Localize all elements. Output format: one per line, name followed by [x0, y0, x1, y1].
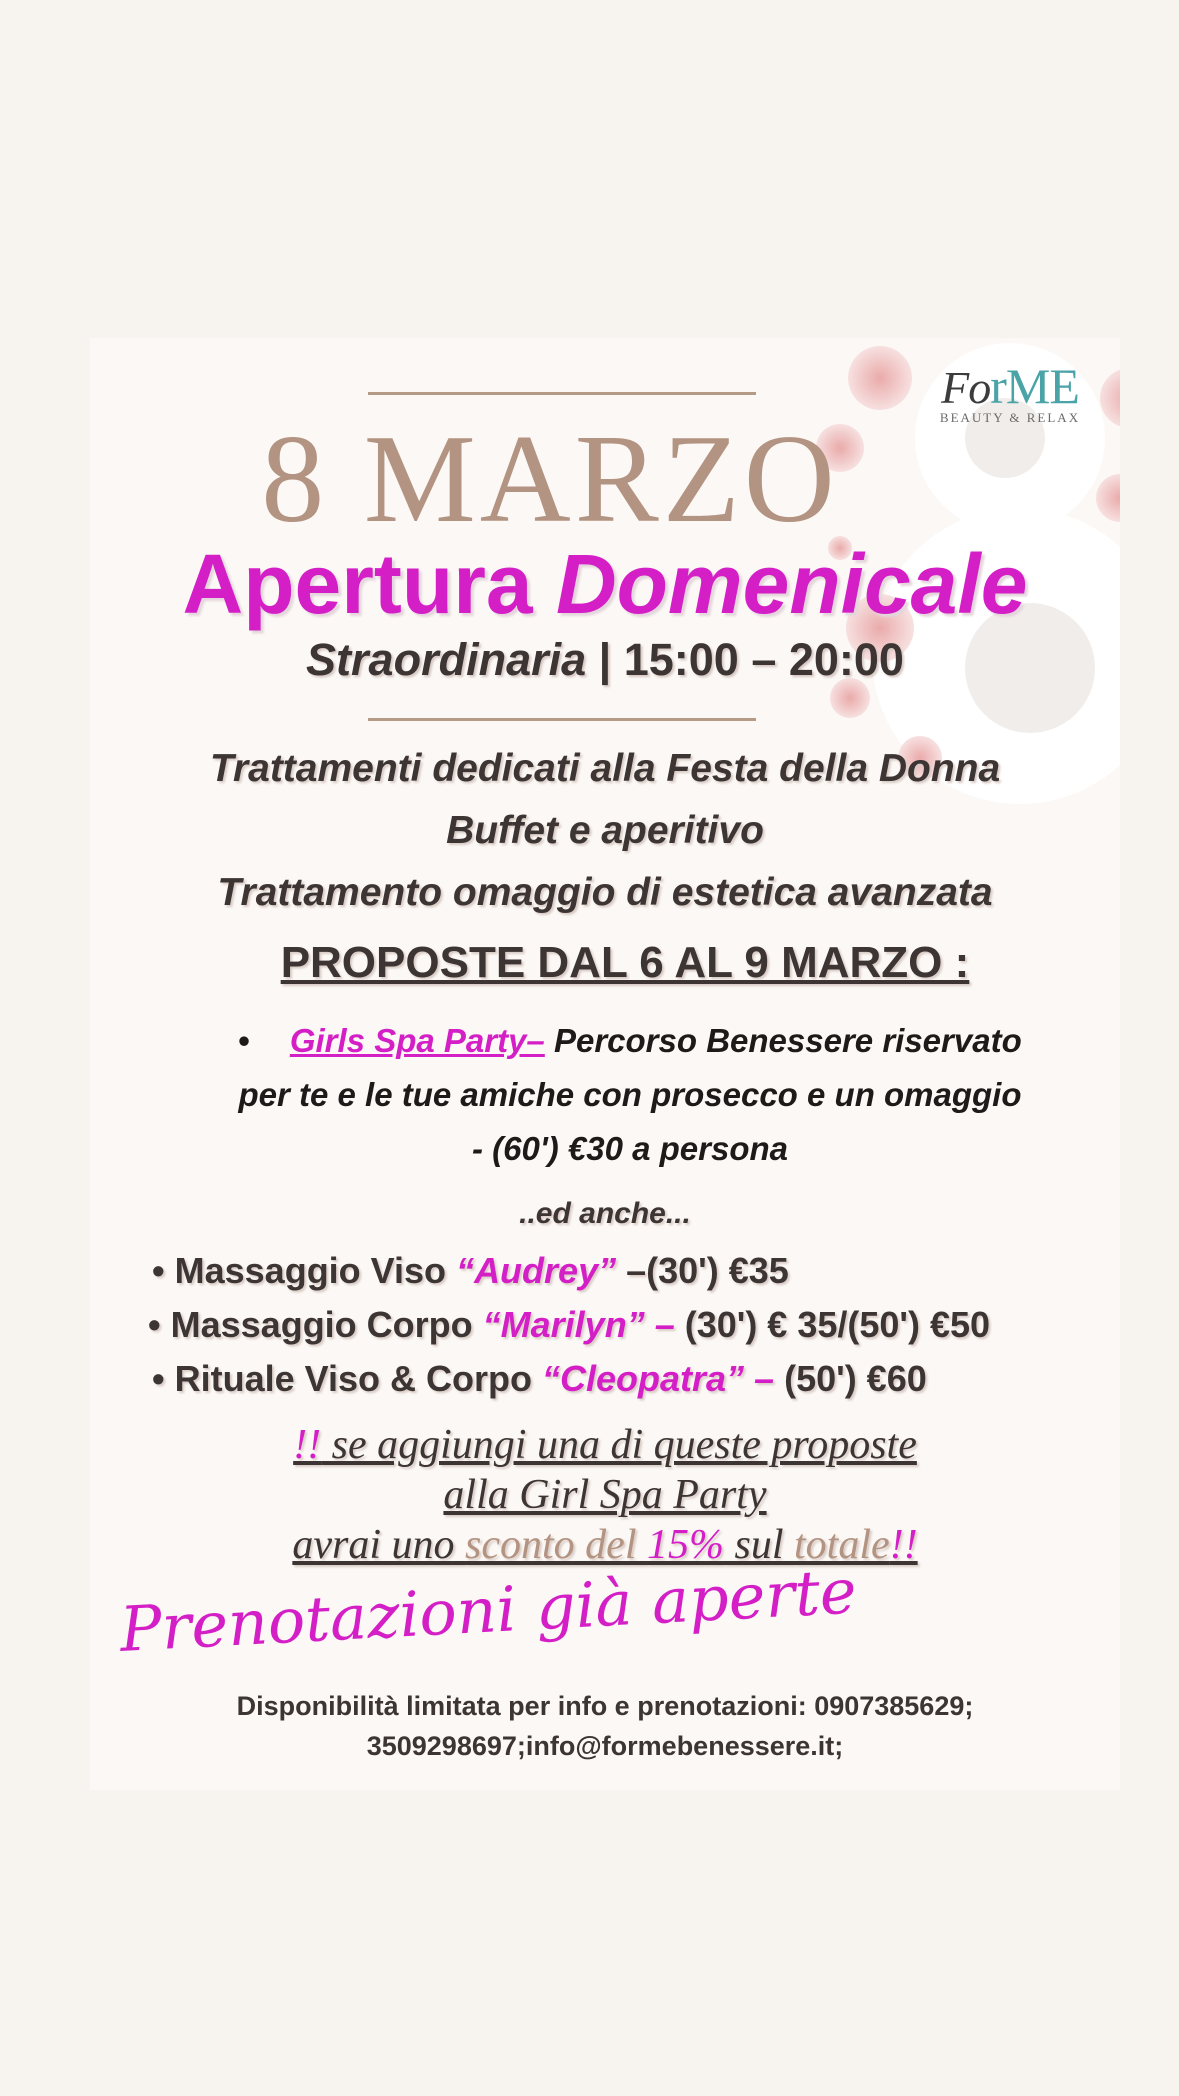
offer-line-1 [90, 1420, 1120, 1470]
highlights-list [90, 738, 1120, 924]
spa-party-price: - (60') €30 a persona [472, 1130, 788, 1167]
offer-percentage: 15% [646, 1522, 724, 1568]
straordinaria-word: Straordinaria [306, 634, 587, 685]
contact-line: 3509298697;info@formebenessere.it; [366, 1731, 844, 1761]
offer-total-label: totale [794, 1522, 890, 1568]
spa-party-line: per te e le tue amiche con prosecco e un omaggio [238, 1076, 1022, 1113]
bullet: • [152, 1250, 165, 1291]
contact-line: Disponibilità limitata per info e prenotazioni: 0907385629; [236, 1691, 974, 1721]
highlight-item: Buffet e aperitivo [446, 809, 764, 852]
logo-tagline: BEAUTY & RELAX [939, 410, 1081, 425]
treatment-price: (30') € 35/(50') €50 [674, 1304, 991, 1345]
spa-party-name: Girls Spa Party– [289, 1022, 545, 1059]
offer-line-2: alla Girl Spa Party [443, 1472, 767, 1518]
hours-text: | 15:00 – 20:00 [586, 634, 904, 685]
spa-party-desc: Percorso Benessere riservato [544, 1022, 1022, 1059]
event-date: 8 MARZO [261, 410, 839, 549]
treatment-label: Rituale Viso & Corpo [174, 1358, 543, 1399]
offer-exclamation: !! [889, 1522, 918, 1568]
poster-card [90, 338, 1120, 1790]
ed-anche-label: ..ed anche... [519, 1197, 691, 1230]
offer-line-3 [90, 1520, 1120, 1570]
spa-party-line [150, 1014, 1110, 1068]
logo-wordmark-fo: Fo [941, 362, 991, 413]
domenicale-word: Domenicale [555, 537, 1028, 631]
bullet: • [148, 1304, 161, 1345]
treatment-price: –(30') €35 [616, 1250, 789, 1291]
treatment-name: “Cleopatra” – [542, 1358, 775, 1399]
offer-discount-label: sconto del [465, 1522, 647, 1568]
apertura-heading [90, 534, 1120, 634]
proposte-heading: PROPOSTE DAL 6 AL 9 MARZO : [280, 938, 970, 987]
offer-text: se aggiungi una di queste proposte [321, 1422, 917, 1468]
opening-hours [90, 632, 1120, 688]
offer-text: sul [723, 1522, 794, 1568]
discount-offer [90, 1420, 1120, 1570]
treatment-label: Massaggio Viso [174, 1250, 457, 1291]
highlight-item: Trattamento omaggio di estetica avanzata [217, 871, 993, 914]
spa-party-offer [150, 1014, 1110, 1176]
highlight-item: Trattamenti dedicati alla Festa della Donna [209, 747, 1001, 790]
bullet: • [238, 1022, 250, 1059]
treatment-name: “Marilyn” – [482, 1304, 675, 1345]
top-divider [368, 392, 756, 395]
offer-exclamation: !! [293, 1422, 322, 1468]
bookings-open-script: Prenotazioni già aperte [118, 1554, 859, 1666]
treatment-item [152, 1352, 1112, 1406]
treatment-label: Massaggio Corpo [170, 1304, 483, 1345]
contact-info [90, 1686, 1120, 1766]
logo-wordmark-me: rME [990, 358, 1079, 414]
treatment-price: (50') €60 [774, 1358, 927, 1399]
treatment-item [148, 1298, 1108, 1352]
middle-divider [368, 718, 756, 721]
apertura-word: Apertura [182, 537, 556, 631]
offer-text: avrai uno [292, 1522, 466, 1568]
treatment-name: “Audrey” [456, 1250, 617, 1291]
bullet: • [152, 1358, 165, 1399]
logo-wordmark [910, 358, 1110, 416]
treatment-item [152, 1244, 1112, 1298]
